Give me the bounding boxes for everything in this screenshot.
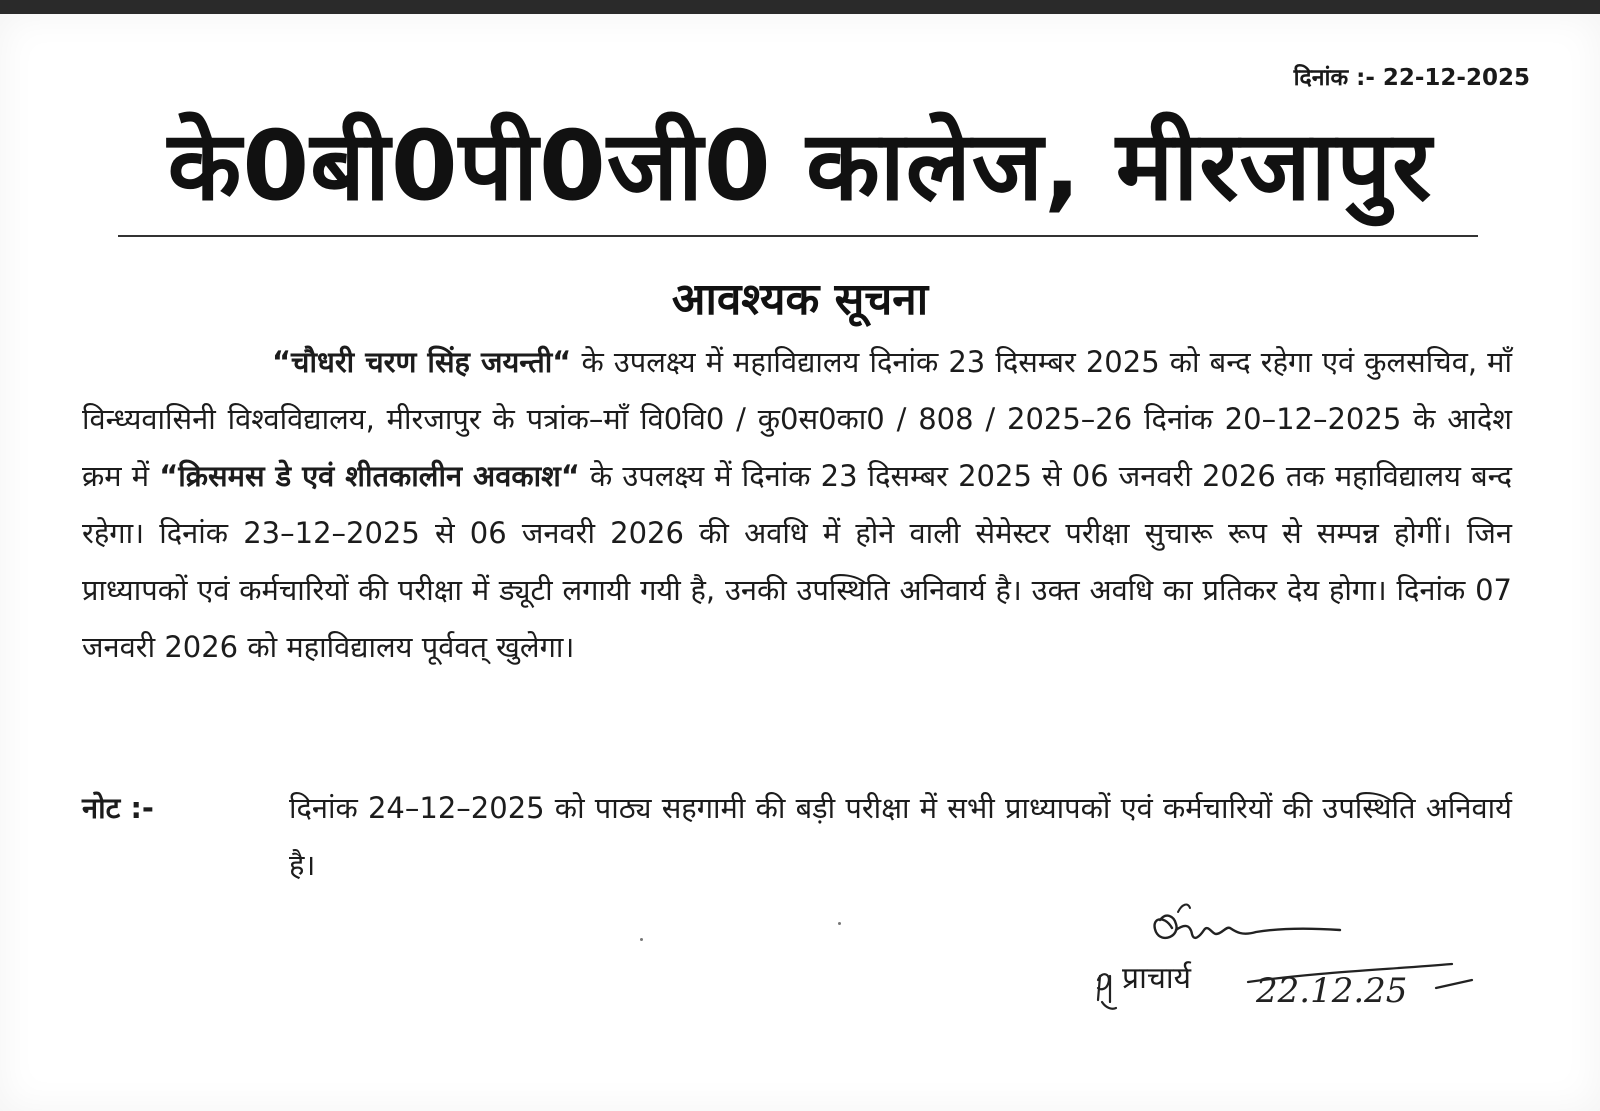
notice-body [82, 334, 1512, 676]
notice-paragraph [82, 334, 1512, 676]
title-underline [118, 235, 1478, 237]
body-text-part2: के उपलक्ष्य में दिनांक 23 दिसम्बर 2025 से 06 जनवरी 2026 तक महाविद्यालय बन्द रहेगा। दिनांक 23–12–2025 से 06 जनवरी 2026 की अवधि में होने वाली सेमेस्टर परीक्षा सुचारू रूप से सम्पन्न होगीं। जिन प्राध्यापकों एवं कर्मचारियों की परीक्षा में ड्यूटी लगायी गयी है, उनकी उपस्थिति अनिवार्य है। उक्त अवधि का प्रतिकर देय होगा। दिनांक 07 जनवरी 2026 को महाविद्यालय पूर्ववत् खुलेगा। [82, 459, 1512, 664]
notice-heading: आवश्यक सूचना [671, 274, 929, 325]
scan-speck [838, 922, 841, 925]
notice-paper [0, 14, 1600, 1111]
handwritten-date: 22.12.25 [1256, 971, 1408, 1011]
scan-speck [640, 938, 643, 941]
note-label: नोट :- [82, 791, 154, 825]
college-name: के0बी0पी0जी0 कालेज, मीरजापुर [167, 110, 1433, 222]
event-title-jayanti: “चौधरी चरण सिंह जयन्ती“ [272, 345, 572, 379]
event-title-christmas: “क्रिसमस डे एवं शीतकालीन अवकाश“ [159, 459, 580, 493]
body-text-part1: के उपलक्ष्य में महाविद्यालय दिनांक 23 दिसम्बर 2025 को बन्द रहेगा एवं कुलसचिव, माँ विन्ध्यवासिनी विश्वविद्यालय, मीरजापुर के पत्रांक–माँ वि0वि0 / कु0स0का0 / 808 / 2025–26 दिनांक 20–12–2025 के आदेश क्रम में [82, 345, 1513, 493]
notice-date: दिनांक :- 22-12-2025 [1293, 65, 1530, 91]
note-text: दिनांक 24–12–2025 को पाठ्य सहगामी की बड़ी परीक्षा में सभी प्राध्यापकों एवं कर्मचारियों की उपस्थिति अनिवार्य है। [289, 791, 1512, 882]
principal-designation: प्राचार्य [1122, 961, 1192, 996]
signature-block [1080, 884, 1520, 1034]
note-section [82, 780, 1512, 894]
